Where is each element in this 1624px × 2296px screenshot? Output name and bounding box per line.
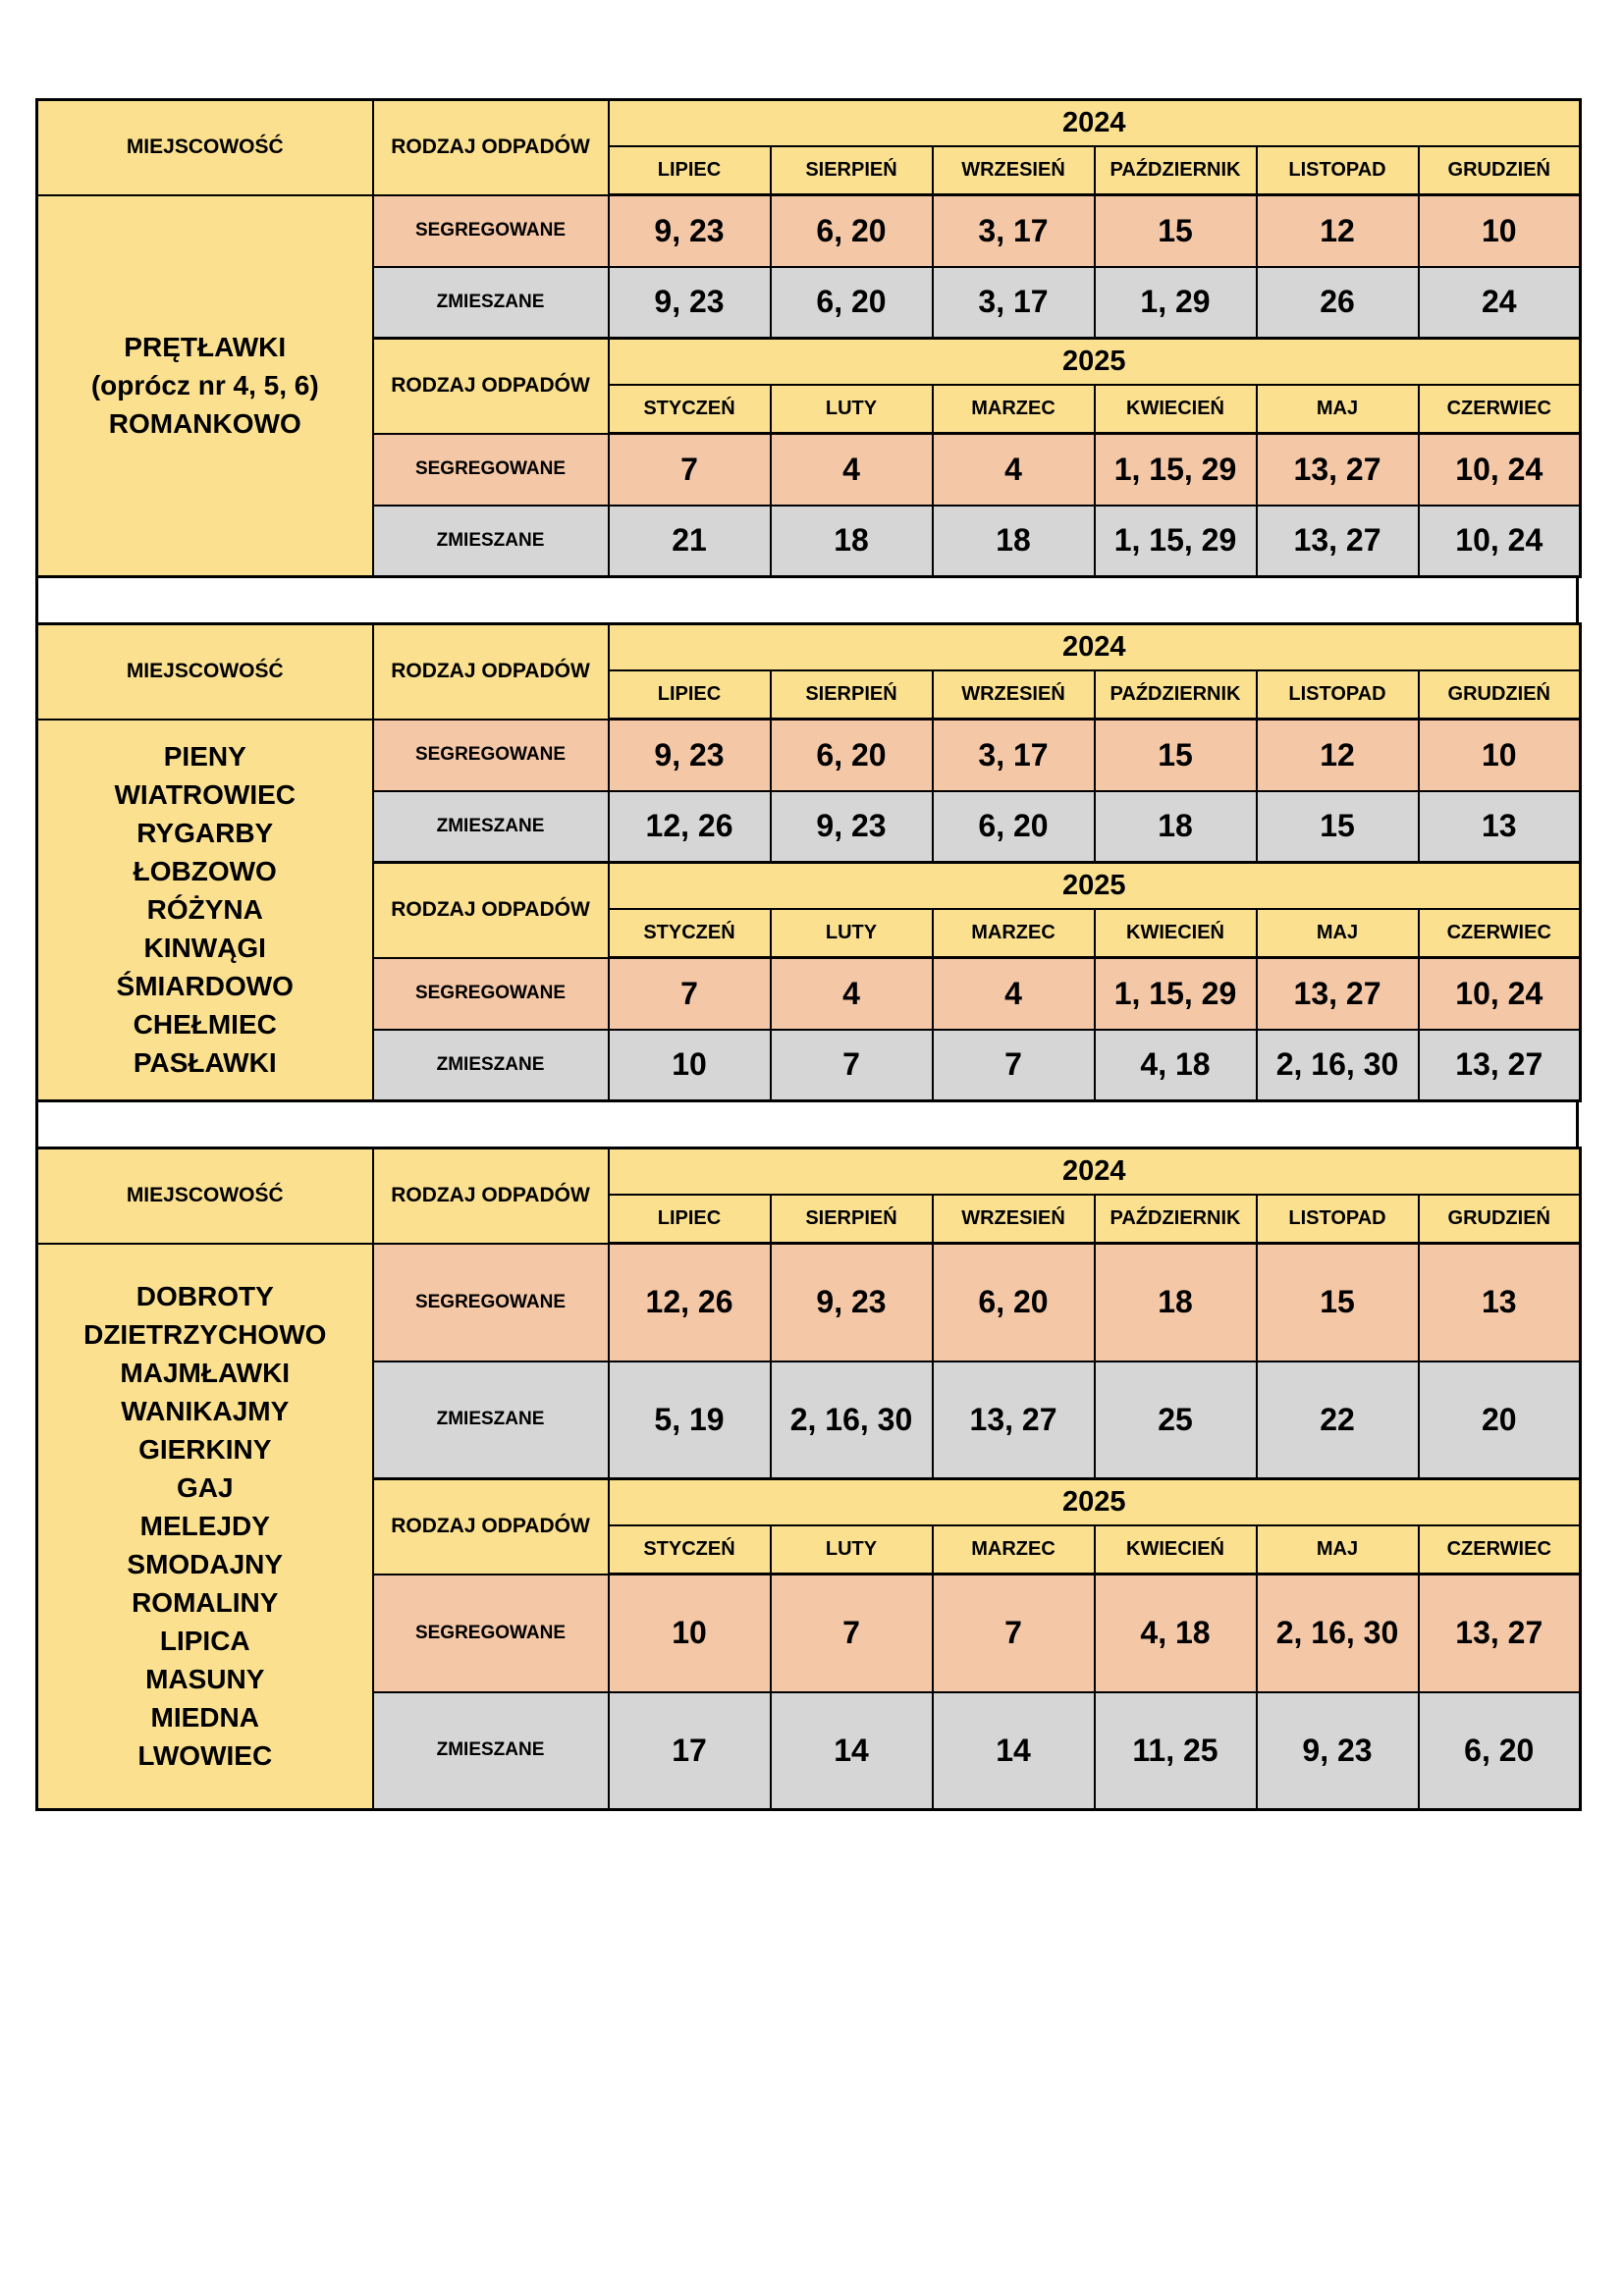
mixed-row-label: ZMIESZANE xyxy=(373,1692,609,1810)
pickup-dates-cell: 11, 25 xyxy=(1095,1692,1257,1810)
month-header: PAŹDZIERNIK xyxy=(1095,670,1257,720)
month-header: STYCZEŃ xyxy=(609,385,771,434)
month-header: KWIECIEŃ xyxy=(1095,909,1257,958)
pickup-dates-cell: 9, 23 xyxy=(1257,1692,1419,1810)
pickup-dates-cell: 6, 20 xyxy=(771,267,933,339)
pickup-dates-cell: 20 xyxy=(1419,1362,1581,1479)
month-header: STYCZEŃ xyxy=(609,909,771,958)
pickup-dates-cell: 18 xyxy=(1095,1244,1257,1362)
pickup-dates-cell: 9, 23 xyxy=(609,267,771,339)
locality-line: (oprócz nr 4, 5, 6) xyxy=(90,370,319,401)
month-header: LUTY xyxy=(771,385,933,434)
pickup-dates-cell: 26 xyxy=(1257,267,1419,339)
month-header: WRZESIEŃ xyxy=(933,1195,1095,1244)
month-header: LIPIEC xyxy=(609,670,771,720)
pickup-dates-cell: 14 xyxy=(933,1692,1095,1810)
pickup-dates-cell: 2, 16, 30 xyxy=(771,1362,933,1479)
pickup-dates-cell: 25 xyxy=(1095,1362,1257,1479)
pickup-dates-cell: 6, 20 xyxy=(771,720,933,791)
locality-line: GIERKINY xyxy=(138,1434,272,1466)
waste-type-column-header: RODZAJ ODPADÓW xyxy=(373,1148,609,1244)
month-header: LISTOPAD xyxy=(1257,670,1419,720)
locality-line: MELEJDY xyxy=(139,1511,270,1542)
pickup-dates-cell: 13, 27 xyxy=(1257,958,1419,1030)
pickup-dates-cell: 18 xyxy=(933,506,1095,577)
pickup-dates-cell: 3, 17 xyxy=(933,267,1095,339)
pickup-dates-cell: 4, 18 xyxy=(1095,1575,1257,1692)
pickup-dates-cell: 13, 27 xyxy=(1257,506,1419,577)
pickup-dates-cell: 18 xyxy=(771,506,933,577)
month-header: PAŹDZIERNIK xyxy=(1095,1195,1257,1244)
pickup-dates-cell: 4 xyxy=(771,958,933,1030)
waste-type-column-header: RODZAJ ODPADÓW xyxy=(373,100,609,195)
pickup-dates-cell: 2, 16, 30 xyxy=(1257,1575,1419,1692)
pickup-dates-cell: 12, 26 xyxy=(609,1244,771,1362)
year-header-2025: 2025 xyxy=(609,1479,1581,1525)
pickup-dates-cell: 17 xyxy=(609,1692,771,1810)
pickup-dates-cell: 13, 27 xyxy=(1419,1030,1581,1101)
locality-line: PIENY xyxy=(163,741,246,773)
locality-line: CHEŁMIEC xyxy=(133,1009,277,1041)
locality-line: SMODAJNY xyxy=(127,1549,284,1580)
pickup-dates-cell: 6, 20 xyxy=(1419,1692,1581,1810)
segregated-row-label: SEGREGOWANE xyxy=(373,434,609,506)
pickup-dates-cell: 1, 15, 29 xyxy=(1095,434,1257,506)
month-header: LUTY xyxy=(771,1525,933,1575)
locality-line: MASUNY xyxy=(145,1664,265,1695)
pickup-dates-cell: 13 xyxy=(1419,1244,1581,1362)
waste-type-column-header: RODZAJ ODPADÓW xyxy=(373,624,609,720)
locality-cell xyxy=(37,720,373,1101)
month-header: CZERWIEC xyxy=(1419,909,1581,958)
month-header: CZERWIEC xyxy=(1419,385,1581,434)
month-header: SIERPIEŃ xyxy=(771,146,933,195)
pickup-dates-cell: 1, 15, 29 xyxy=(1095,958,1257,1030)
pickup-dates-cell: 12 xyxy=(1257,720,1419,791)
mixed-row-label: ZMIESZANE xyxy=(373,506,609,577)
waste-type-column-header: RODZAJ ODPADÓW xyxy=(373,339,609,434)
pickup-dates-cell: 15 xyxy=(1095,720,1257,791)
pickup-dates-cell: 24 xyxy=(1419,267,1581,339)
month-header: PAŹDZIERNIK xyxy=(1095,146,1257,195)
pickup-dates-cell: 13 xyxy=(1419,791,1581,863)
segregated-row-label: SEGREGOWANE xyxy=(373,958,609,1030)
locality-line: ŚMIARDOWO xyxy=(116,971,294,1002)
locality-column-header: MIEJSCOWOŚĆ xyxy=(37,1148,373,1244)
mixed-row-label: ZMIESZANE xyxy=(373,1362,609,1479)
locality-line: MAJMŁAWKI xyxy=(120,1358,291,1389)
locality-line: MIEDNA xyxy=(150,1702,259,1734)
year-header-2024: 2024 xyxy=(609,100,1581,146)
month-header: GRUDZIEŃ xyxy=(1419,146,1581,195)
pickup-dates-cell: 9, 23 xyxy=(609,195,771,267)
month-header: LIPIEC xyxy=(609,1195,771,1244)
pickup-dates-cell: 9, 23 xyxy=(609,720,771,791)
locality-column-header: MIEJSCOWOŚĆ xyxy=(37,100,373,195)
locality-line: PASŁAWKI xyxy=(133,1047,277,1079)
segregated-row-label: SEGREGOWANE xyxy=(373,195,609,267)
pickup-dates-cell: 15 xyxy=(1257,791,1419,863)
month-header: SIERPIEŃ xyxy=(771,670,933,720)
pickup-dates-cell: 13, 27 xyxy=(1419,1575,1581,1692)
waste-type-column-header: RODZAJ ODPADÓW xyxy=(373,863,609,958)
year-header-2025: 2025 xyxy=(609,863,1581,909)
month-header: LISTOPAD xyxy=(1257,1195,1419,1244)
pickup-dates-cell: 12, 26 xyxy=(609,791,771,863)
pickup-dates-cell: 2, 16, 30 xyxy=(1257,1030,1419,1101)
mixed-row-label: ZMIESZANE xyxy=(373,1030,609,1101)
locality-line: ŁOBZOWO xyxy=(133,856,277,887)
segregated-row-label: SEGREGOWANE xyxy=(373,1575,609,1692)
pickup-dates-cell: 9, 23 xyxy=(771,791,933,863)
pickup-dates-cell: 7 xyxy=(609,958,771,1030)
pickup-dates-cell: 4, 18 xyxy=(1095,1030,1257,1101)
month-header: MAJ xyxy=(1257,385,1419,434)
locality-line: LWOWIEC xyxy=(137,1740,273,1772)
locality-line: KINWĄGI xyxy=(143,933,266,964)
pickup-dates-cell: 4 xyxy=(771,434,933,506)
locality-line: RYGARBY xyxy=(136,818,274,849)
month-header: SIERPIEŃ xyxy=(771,1195,933,1244)
pickup-dates-cell: 10 xyxy=(609,1030,771,1101)
pickup-dates-cell: 1, 15, 29 xyxy=(1095,506,1257,577)
month-header: CZERWIEC xyxy=(1419,1525,1581,1575)
pickup-dates-cell: 6, 20 xyxy=(933,1244,1095,1362)
locality-line: DZIETRZYCHOWO xyxy=(83,1319,327,1351)
month-header: WRZESIEŃ xyxy=(933,670,1095,720)
pickup-dates-cell: 1, 29 xyxy=(1095,267,1257,339)
locality-line: WANIKAJMY xyxy=(121,1396,290,1427)
pickup-dates-cell: 7 xyxy=(933,1575,1095,1692)
pickup-dates-cell: 12 xyxy=(1257,195,1419,267)
month-header: STYCZEŃ xyxy=(609,1525,771,1575)
month-header: MARZEC xyxy=(933,385,1095,434)
locality-line: PRĘTŁAWKI xyxy=(124,332,287,363)
pickup-dates-cell: 10, 24 xyxy=(1419,958,1581,1030)
month-header: MARZEC xyxy=(933,1525,1095,1575)
pickup-dates-cell: 7 xyxy=(771,1030,933,1101)
locality-line: DOBROTY xyxy=(135,1281,274,1312)
locality-line: ROMANKOWO xyxy=(108,408,301,440)
year-header-2024: 2024 xyxy=(609,624,1581,670)
month-header: LIPIEC xyxy=(609,146,771,195)
pickup-dates-cell: 5, 19 xyxy=(609,1362,771,1479)
pickup-dates-cell: 18 xyxy=(1095,791,1257,863)
month-header: KWIECIEŃ xyxy=(1095,1525,1257,1575)
year-header-2025: 2025 xyxy=(609,339,1581,385)
pickup-dates-cell: 9, 23 xyxy=(771,1244,933,1362)
pickup-dates-cell: 10 xyxy=(1419,195,1581,267)
locality-line: RÓŻYNA xyxy=(146,894,263,926)
locality-column-header: MIEJSCOWOŚĆ xyxy=(37,624,373,720)
locality-line: ROMALINY xyxy=(132,1587,279,1619)
schedule-content xyxy=(35,98,1579,1811)
locality-line: GAJ xyxy=(176,1472,234,1504)
pickup-dates-cell: 15 xyxy=(1257,1244,1419,1362)
pickup-dates-cell: 15 xyxy=(1095,195,1257,267)
month-header: LUTY xyxy=(771,909,933,958)
waste-schedule-table-3 xyxy=(35,1147,1582,1811)
locality-line: LIPICA xyxy=(159,1626,250,1657)
locality-cell xyxy=(37,195,373,577)
waste-schedule-table-2 xyxy=(35,622,1582,1102)
month-header: MAJ xyxy=(1257,909,1419,958)
pickup-dates-cell: 7 xyxy=(933,1030,1095,1101)
mixed-row-label: ZMIESZANE xyxy=(373,267,609,339)
year-header-2024: 2024 xyxy=(609,1148,1581,1195)
mixed-row-label: ZMIESZANE xyxy=(373,791,609,863)
segregated-row-label: SEGREGOWANE xyxy=(373,720,609,791)
month-header: GRUDZIEŃ xyxy=(1419,1195,1581,1244)
table-separator xyxy=(35,1102,1579,1147)
table-separator xyxy=(35,578,1579,622)
pickup-dates-cell: 10, 24 xyxy=(1419,506,1581,577)
month-header: MARZEC xyxy=(933,909,1095,958)
waste-type-column-header: RODZAJ ODPADÓW xyxy=(373,1479,609,1575)
pickup-dates-cell: 7 xyxy=(609,434,771,506)
month-header: LISTOPAD xyxy=(1257,146,1419,195)
locality-line: WIATROWIEC xyxy=(114,779,297,811)
pickup-dates-cell: 13, 27 xyxy=(1257,434,1419,506)
month-header: WRZESIEŃ xyxy=(933,146,1095,195)
month-header: GRUDZIEŃ xyxy=(1419,670,1581,720)
pickup-dates-cell: 3, 17 xyxy=(933,195,1095,267)
pickup-dates-cell: 4 xyxy=(933,434,1095,506)
pickup-dates-cell: 7 xyxy=(771,1575,933,1692)
pickup-dates-cell: 13, 27 xyxy=(933,1362,1095,1479)
pickup-dates-cell: 6, 20 xyxy=(771,195,933,267)
pickup-dates-cell: 6, 20 xyxy=(933,791,1095,863)
segregated-row-label: SEGREGOWANE xyxy=(373,1244,609,1362)
pickup-dates-cell: 10 xyxy=(1419,720,1581,791)
pickup-dates-cell: 14 xyxy=(771,1692,933,1810)
waste-schedule-table-1 xyxy=(35,98,1582,578)
pickup-dates-cell: 4 xyxy=(933,958,1095,1030)
locality-cell xyxy=(37,1244,373,1810)
pickup-dates-cell: 21 xyxy=(609,506,771,577)
pickup-dates-cell: 10, 24 xyxy=(1419,434,1581,506)
pickup-dates-cell: 10 xyxy=(609,1575,771,1692)
month-header: MAJ xyxy=(1257,1525,1419,1575)
pickup-dates-cell: 22 xyxy=(1257,1362,1419,1479)
month-header: KWIECIEŃ xyxy=(1095,385,1257,434)
pickup-dates-cell: 3, 17 xyxy=(933,720,1095,791)
